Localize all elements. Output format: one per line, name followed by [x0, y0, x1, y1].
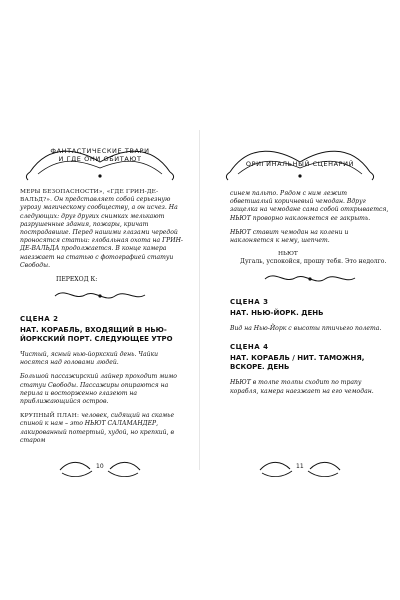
- action-line: Чистый, ясный нью-йоркский день. Чайки носятся над головами людей.: [20, 351, 159, 367]
- dialogue: Дугаль, успокойся, прошу тебя. Это недолго.: [240, 258, 387, 266]
- left-page-footer: [0, 455, 200, 485]
- footer-ornament-icon: [200, 455, 400, 485]
- right-page: [200, 0, 400, 600]
- action-line: Вид на Нью-Йорк с высоты птичьего полета.: [230, 325, 382, 333]
- page-number: 10: [96, 463, 104, 470]
- footer-ornament-icon: [0, 455, 200, 485]
- running-header-title: ФАНТАСТИЧЕСКИЕ ТВАРИ И ГДЕ ОНИ ОБИТАЮТ: [50, 147, 150, 163]
- left-page-content: [20, 188, 184, 451]
- scroll-divider-icon: [50, 289, 150, 303]
- paragraph-1-text: Он представляет собой серьезную угрозу магическому сообществу, а он исчез. На следующих: друг других снимках мелькают разрушенные здания, пожары, кричат пострадавшие. Перед нашими глазами чередой проносятся статьи: глобальная охота на ГРИН-ДЕ-ВАЛЬДА продолжается. В конце камера наезжает на статью с фотографией статуи Свободы.: [20, 196, 183, 269]
- right-page-content: [230, 190, 390, 402]
- scene-heading: НАТ. НЬЮ-ЙОРК. ДЕНЬ: [230, 309, 324, 318]
- transition: ПЕРЕХОД К:: [56, 276, 98, 284]
- action-line: НЬЮТ в толпе толпы сходит по трапу корабля, камера наезжает на его чемодан.: [230, 379, 374, 395]
- scroll-divider-icon: [260, 272, 360, 286]
- paragraph-1: [20, 188, 184, 270]
- running-header-title: ОРИГИНАЛЬНЫЙ СЦЕНАРИЙ: [245, 160, 355, 168]
- scene-heading: НАТ. КОРАБЛЬ / НИТ. ТАМОЖНЯ, ВСКОРЕ. ДЕНЬ: [230, 354, 365, 372]
- scene-heading: НАТ. КОРАБЛЬ, ВХОДЯЩИЙ В НЬЮ-ЙОРКСКИЙ ПОРТ. СЛЕДУЮЩЕЕ УТРО: [20, 326, 173, 344]
- action-line: НЬЮТ ставит чемодан на колени и наклоняется к нему, шепчет.: [230, 228, 349, 245]
- action-line: [20, 412, 184, 445]
- scene-number: СЦЕНА 4: [230, 343, 269, 352]
- action-line: синем пальто. Рядом с ним лежит обветшалый коричневый чемодан. Вдруг защелка на чемодане сама собой открывается, НЬЮТ проворно наклоняется ее закрыть.: [230, 190, 389, 222]
- character-name: НЬЮТ: [278, 251, 298, 258]
- page-number: 11: [296, 463, 304, 470]
- right-page-footer: [200, 455, 400, 485]
- right-running-header: [200, 142, 400, 188]
- paragraph-1-caps: МЕРЫ БЕЗОПАСНОСТИ», «ГДЕ ГРИН-ДЕ-ВАЛЬД?».: [20, 189, 159, 204]
- left-running-header: [0, 142, 200, 188]
- action-line: Большой пассажирский лайнер проходит мимо статуи Свободы. Пассажиры опираются на перила и восторженно глазеют на приближающийся остров.: [20, 373, 177, 406]
- scene-number: СЦЕНА 3: [230, 298, 269, 307]
- scene-number: СЦЕНА 2: [20, 315, 59, 324]
- action-text: человек, сидящий на скамье спиной к нам – это НЬЮТ САЛАМАНДЕР, лакированный потертый, худой, но крепкий, в старом: [20, 412, 175, 444]
- action-caps: КРУПНЫЙ ПЛАН:: [20, 413, 80, 420]
